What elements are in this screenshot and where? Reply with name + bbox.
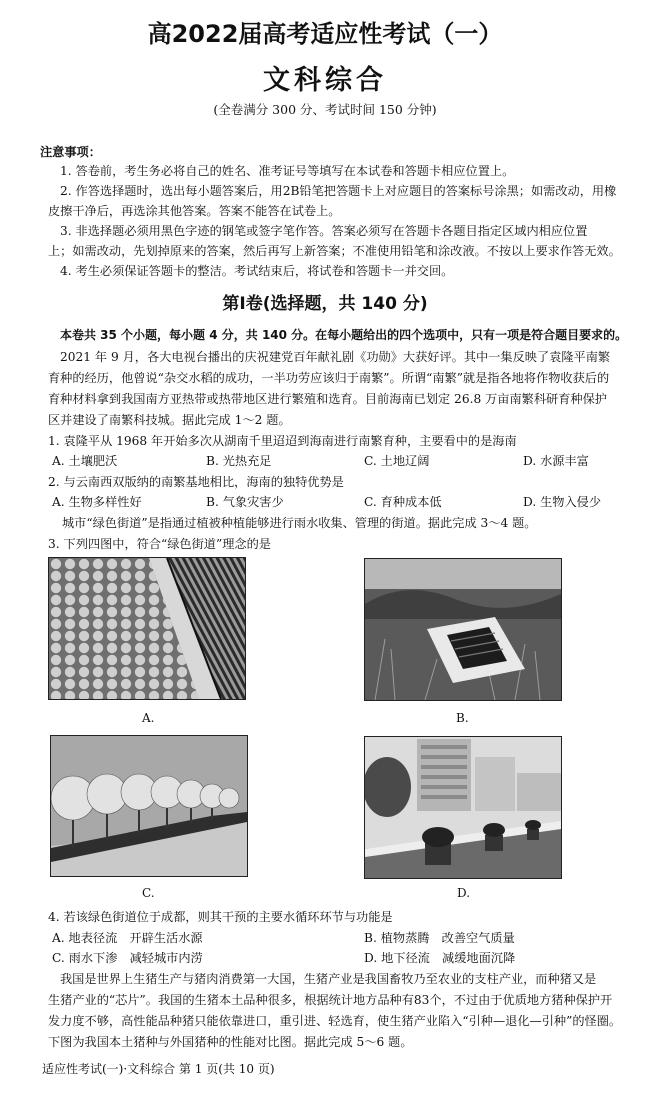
q4-option-b: B. 植物蒸腾 改善空气质量	[364, 931, 515, 945]
passage-line: 下图为我国本土猪种与外国猪种的性能对比图。据此完成 5～6 题。	[48, 1035, 413, 1049]
notice-item: 皮擦干净后，再选涂其他答案。答案不能答在试卷上。	[48, 204, 341, 218]
page-footer: 适应性考试(一)·文科综合 第 1 页(共 10 页)	[42, 1062, 275, 1076]
passage-line: 区并建设了南繁科技城。据此完成 1～2 题。	[48, 413, 291, 427]
section-title: 第Ⅰ卷(选择题，共 140 分)	[222, 294, 428, 314]
photo-d-caption: D.	[457, 886, 471, 900]
passage-line: 城市“绿色街道”是指通过植被种植能够进行雨水收集、管理的街道。据此完成 3～4 题。	[62, 516, 537, 530]
tree-road-illustration	[51, 736, 247, 876]
question-2-stem: 2. 与云南西双版纳的南繁基地相比，海南的独特优势是	[48, 475, 344, 489]
q1-option-b: B. 光热充足	[206, 454, 272, 468]
q1-option-a: A. 土壤肥沃	[52, 454, 118, 468]
passage-line: 2021 年 9 月，各大电视台播出的庆祝建党百年献礼剧《功勋》大获好评。其中一集反映了袁隆平南繁	[60, 350, 611, 364]
question-4-stem: 4. 若该绿色街道位于成都，则其干预的主要水循环环节与功能是	[48, 910, 393, 924]
passage-line: 育种的经历，他曾说“杂交水稻的成功，一半功劳应该归于南繁”。所谓“南繁”就是指各地将作物收获后的	[48, 371, 610, 385]
photo-d-street-planters	[364, 736, 562, 879]
q2-option-b: B. 气象灾害少	[206, 495, 284, 509]
grass-drain-illustration	[365, 559, 561, 700]
street-planters-illustration	[365, 737, 561, 878]
subject-title: 文科综合	[263, 65, 387, 96]
photo-c-caption: C.	[142, 886, 155, 900]
section-intro: 本卷共 35 个小题，每小题 4 分，共 140 分。在每小题给出的四个选项中，只有一项是符合题目要求的。	[60, 328, 628, 342]
photo-b-grass-drain	[364, 558, 562, 701]
q2-option-c: C. 育种成本低	[364, 495, 442, 509]
exam-note: (全卷满分 300 分、考试时间 150 分钟)	[213, 102, 437, 117]
exam-title: 高2022届高考适应性考试（一）	[147, 20, 503, 48]
passage-line: 育种材料拿到我国南方亚热带或热带地区进行繁殖和选育。目前海南已划定 26.8 万亩南繁科研育种保护	[48, 392, 607, 406]
question-3-stem: 3. 下列四图中，符合“绿色街道”理念的是	[48, 537, 271, 551]
notice-item: 上；如需改动，先划掉原来的答案，然后再写上新答案；不准使用铅笔和涂改液。不按以上要求作答无效。	[48, 244, 621, 258]
passage-line: 发力度不够，高性能品种猪只能依靠进口，重引进、轻选育，使生猪产业陷入“引种—退化—引种”的怪圈。	[48, 1014, 622, 1028]
q1-option-c: C. 土地辽阔	[364, 454, 430, 468]
q1-option-d: D. 水源丰富	[523, 454, 589, 468]
paving-drain-illustration	[49, 558, 245, 699]
notice-item: 4. 考生必须保证答题卡的整洁。考试结束后，将试卷和答题卡一并交回。	[60, 264, 454, 278]
question-1-stem: 1. 袁隆平从 1968 年开始多次从湖南千里迢迢到海南进行南繁育种，主要看中的是海南	[48, 434, 517, 448]
q4-option-a: A. 地表径流 开辟生活水源	[52, 931, 203, 945]
photo-c-tree-road	[50, 735, 248, 877]
photo-a-caption: A.	[142, 711, 155, 725]
notice-item: 3. 非选择题必须用黑色字迹的钢笔或签字笔作答。答案必须写在答题卡各题目指定区域内相应位置	[60, 224, 588, 238]
photo-b-caption: B.	[456, 711, 469, 725]
passage-line: 我国是世界上生猪生产与猪肉消费第一大国，生猪产业是我国畜牧乃至农业的支柱产业，而种猪又是	[60, 972, 597, 986]
passage-line: 生猪产业的“芯片”。我国的生猪本土品种很多，根据统计地方品种有83个，不过由于优质地方猪种保护开	[48, 993, 613, 1007]
notice-item: 2. 作答选择题时，选出每小题答案后，用2B铅笔把答题卡上对应题目的答案标号涂黑；如需改动，用橡	[60, 184, 617, 198]
q2-option-a: A. 生物多样性好	[52, 495, 142, 509]
notice-item: 1. 答卷前，考生务必将自己的姓名、准考证号等填写在本试卷和答题卡相应位置上。	[60, 164, 515, 178]
q4-option-c: C. 雨水下渗 减轻城市内涝	[52, 951, 203, 965]
notices-heading: 注意事项：	[40, 145, 101, 159]
photo-a-paving-drain	[48, 557, 246, 700]
q4-option-d: D. 地下径流 减缓地面沉降	[364, 951, 516, 965]
q2-option-d: D. 生物入侵少	[523, 495, 602, 509]
